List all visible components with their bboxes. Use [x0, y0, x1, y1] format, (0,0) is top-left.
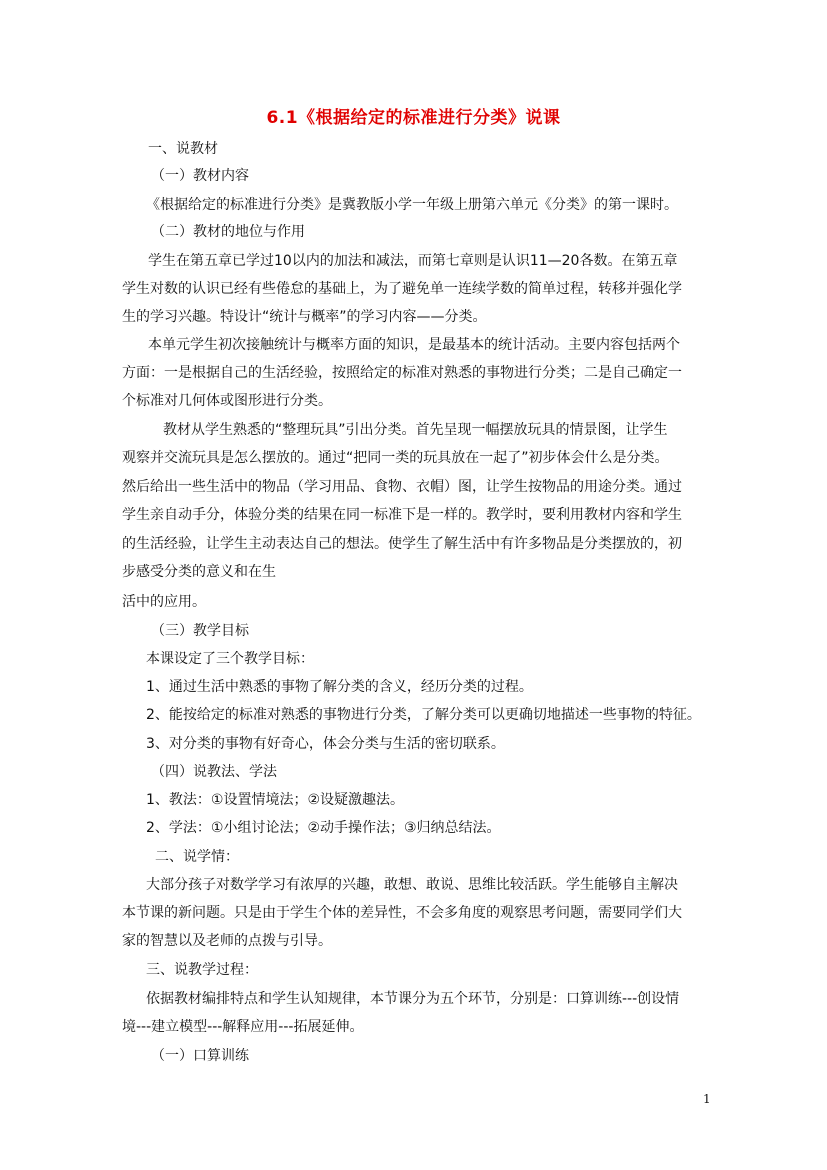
paragraph-line: 然后给出一些生活中的物品（学习用品、食物、衣帽）图，让学生按物品的用途分类。通过	[122, 479, 682, 495]
paragraph-line: 活中的应用。	[122, 594, 206, 610]
paragraph-line: 教材从学生熟悉的“整理玩具”引出分类。首先呈现一幅摆放玩具的情景图，让学生	[163, 422, 668, 438]
subheading-goals: （三）教学目标	[151, 623, 249, 639]
paragraph-line: 步感受分类的意义和在生	[122, 564, 276, 580]
paragraph-line: 学生在第五章已学过10以内的加法和减法，而第七章则是认识11—20各数。在第五章	[148, 253, 678, 269]
list-item: 2、能按给定的标准对熟悉的事物进行分类，了解分类可以更确切地描述一些事物的特征。	[146, 707, 701, 723]
list-item: 1、教法：①设置情境法；②设疑激趣法。	[146, 792, 405, 808]
document-title: 6.1《根据给定的标准进行分类》说课	[266, 108, 561, 128]
heading-3: 三、说教学过程：	[146, 962, 258, 978]
paragraph-line: 方面：一是根据自己的生活经验，按照给定的标准对熟悉的事物进行分类；二是自己确定一	[122, 365, 682, 381]
paragraph-line: 观察并交流玩具是怎么摆放的。通过“把同一类的玩具放在一起了”初步体会什么是分类。	[122, 450, 669, 466]
heading-1: 一、说教材	[148, 141, 218, 157]
subheading-oral: （一）口算训练	[151, 1048, 249, 1064]
paragraph-line: 《根据给定的标准进行分类》是冀教版小学一年级上册第六单元《分类》的第一课时。	[146, 197, 678, 213]
heading-2: 二、说学情：	[155, 849, 239, 865]
paragraph-line: 本节课的新问题。只是由于学生个体的差异性，不会多角度的观察思考问题，需要同学们大	[122, 905, 682, 921]
subheading-methods: （四）说教法、学法	[151, 764, 277, 780]
list-item: 1、通过生活中熟悉的事物了解分类的含义，经历分类的过程。	[146, 679, 533, 695]
subheading-content: （一）教材内容	[151, 168, 249, 184]
paragraph-line: 生的学习兴趣。特设计“统计与概率”的学习内容——分类。	[122, 309, 487, 325]
paragraph-line: 大部分孩子对数学学习有浓厚的兴趣，敢想、敢说、思维比较活跃。学生能够自主解决	[146, 877, 678, 893]
list-item: 3、对分类的事物有好奇心，体会分类与生活的密切联系。	[146, 736, 505, 752]
paragraph-line: 本单元学生初次接触统计与概率方面的知识，是最基本的统计活动。主要内容包括两个	[148, 337, 680, 353]
paragraph-line: 依据教材编排特点和学生认知规律，本节课分为五个环节，分别是：口算训练---创设情	[146, 991, 680, 1007]
paragraph-line: 学生对数的认识已经有些倦怠的基础上，为了避免单一连续学数的简单过程，转移并强化学	[122, 281, 682, 297]
subheading-role: （二）教材的地位与作用	[151, 224, 305, 240]
paragraph-line: 的生活经验，让学生主动表达自己的想法。使学生了解生活中有许多物品是分类摆放的，初	[122, 536, 682, 552]
paragraph-line: 家的智慧以及老师的点拨与引导。	[122, 933, 332, 949]
paragraph-line: 本课设定了三个教学目标：	[146, 651, 314, 667]
list-item: 2、学法：①小组讨论法；②动手操作法；③归纳总结法。	[146, 820, 501, 836]
paragraph-line: 境---建立模型---解释应用---拓展延伸。	[122, 1019, 364, 1035]
paragraph-line: 学生亲自动手分，体验分类的结果在同一标准下是一样的。教学时，要利用教材内容和学生	[122, 507, 682, 523]
paragraph-line: 个标准对几何体或图形进行分类。	[122, 393, 332, 409]
page-number: 1	[703, 1092, 711, 1106]
